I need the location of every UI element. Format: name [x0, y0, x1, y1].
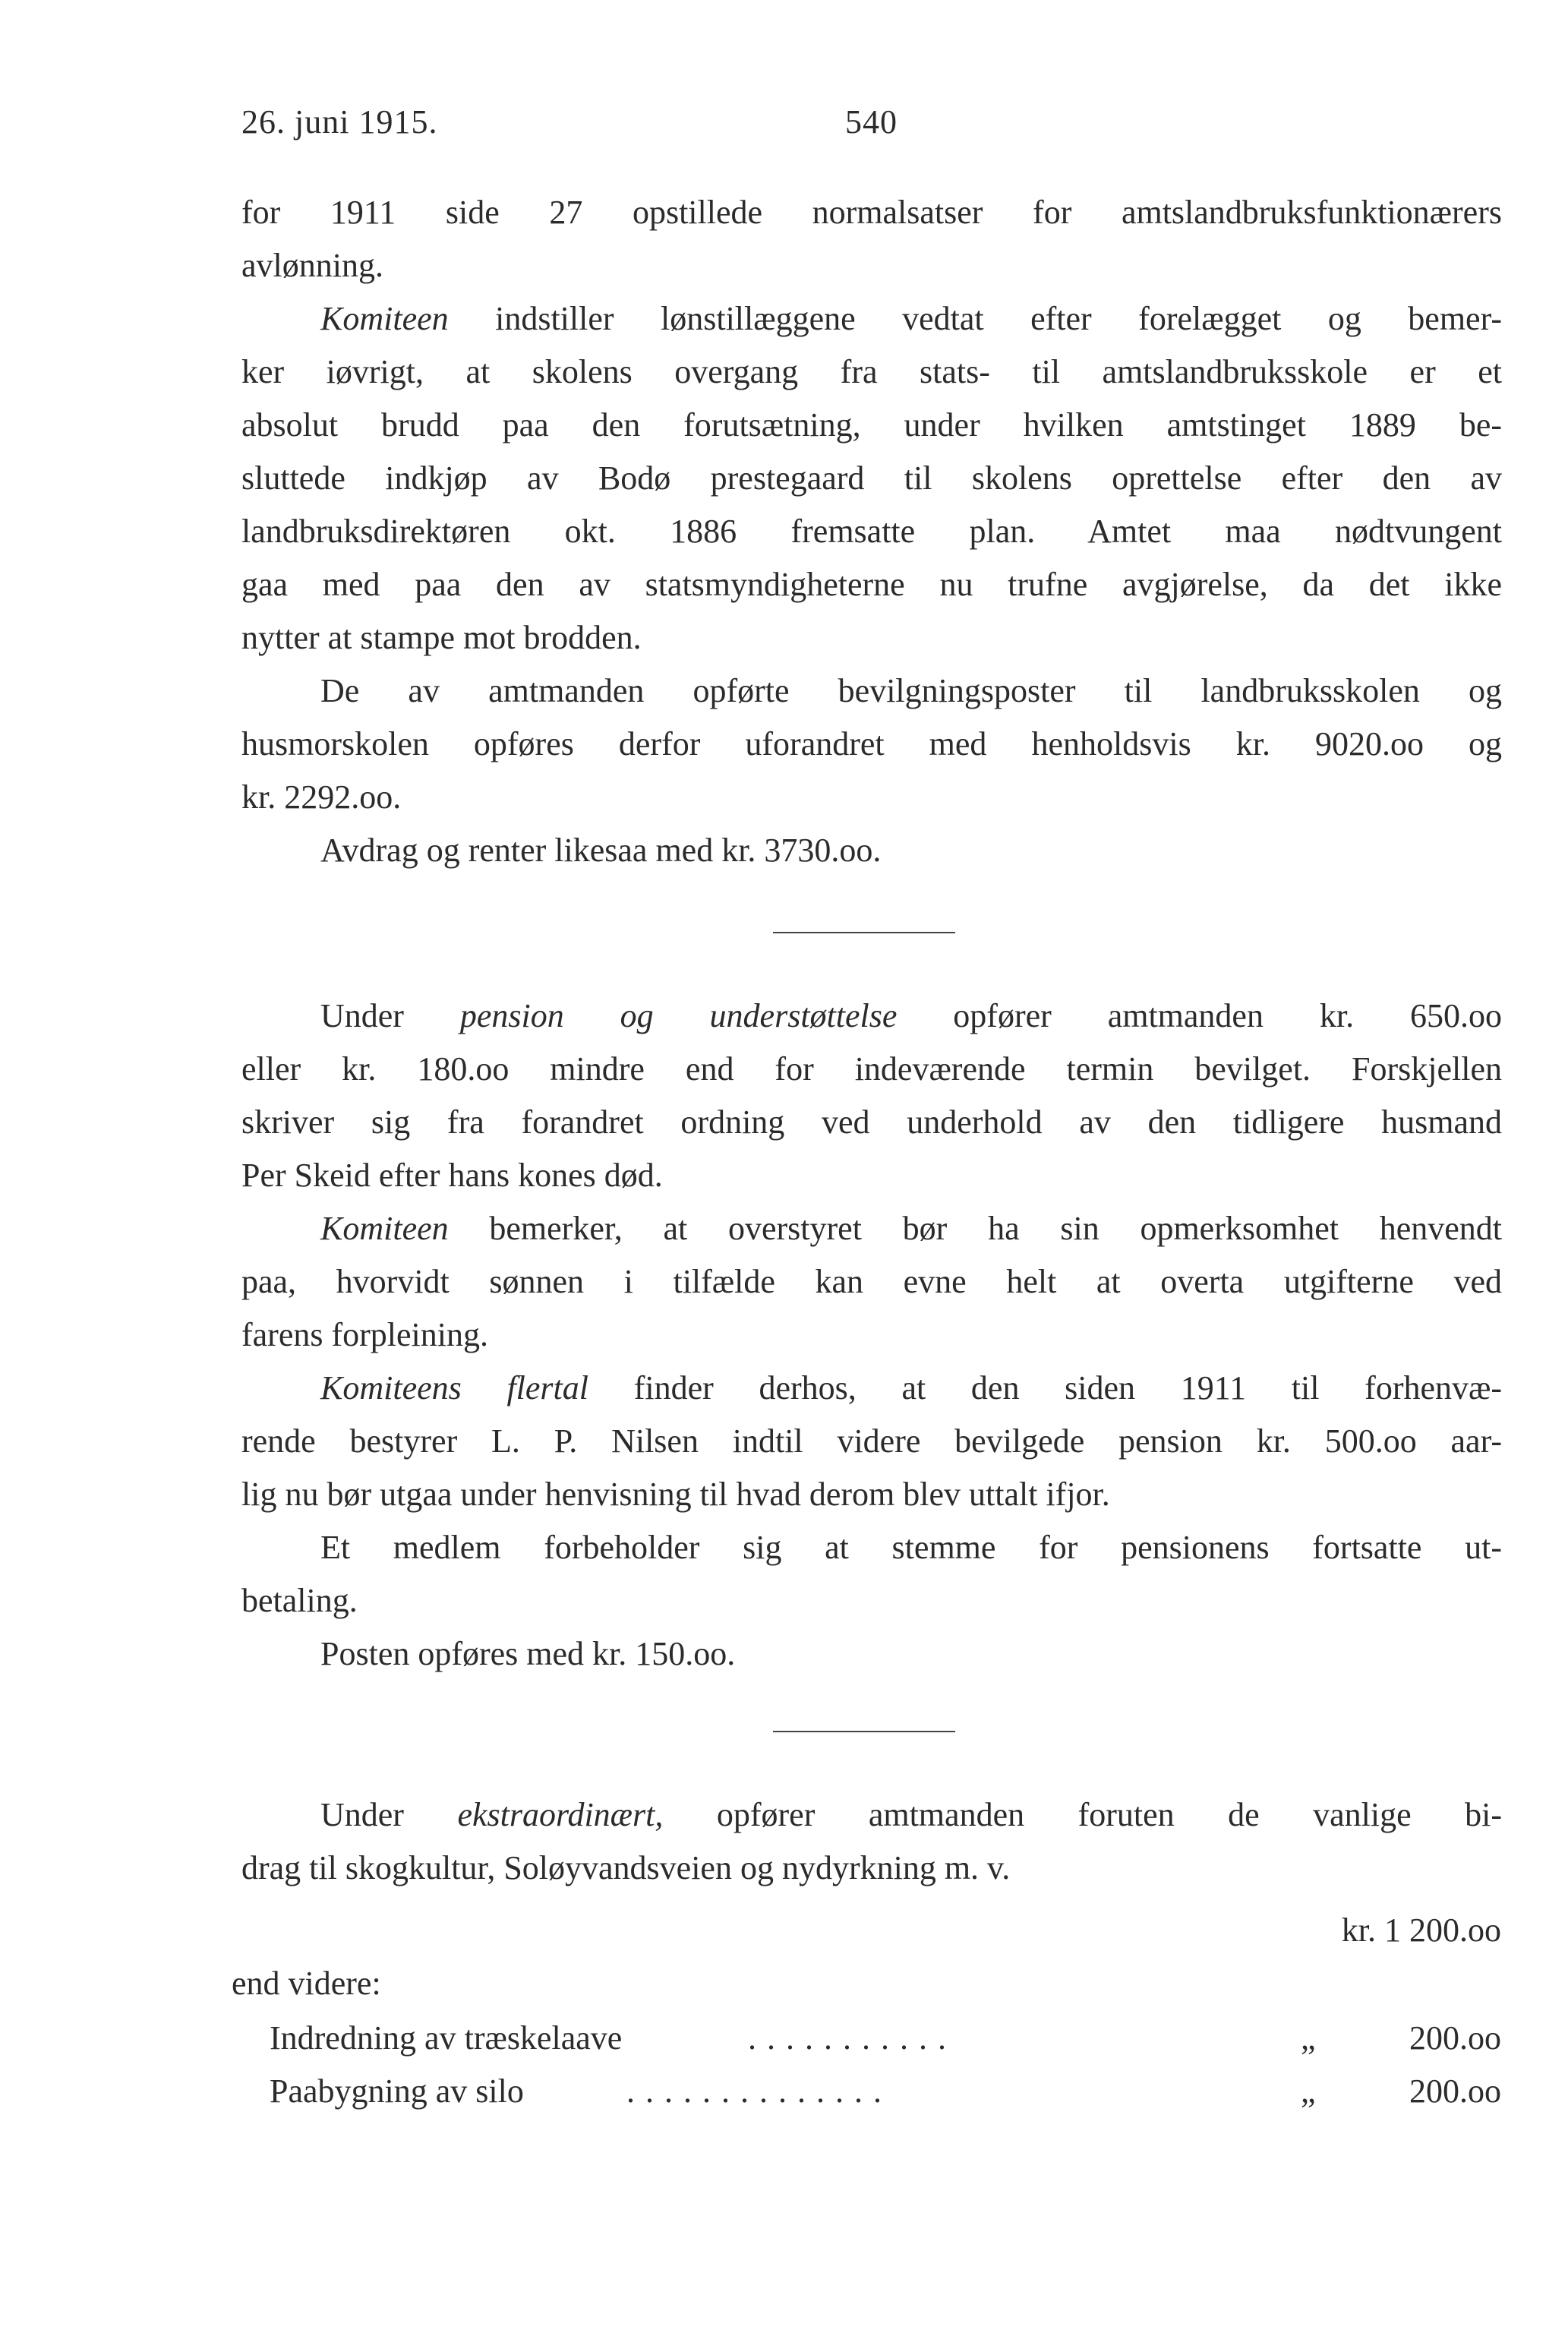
text-line: for 1911 side 27 opstillede normalsatser for amtslandbruksfunktionærers: [241, 194, 1502, 231]
paragraph-first-line: [241, 1788, 1502, 1842]
section-divider: [773, 1731, 955, 1732]
item-amount: 200.oo: [1409, 2019, 1501, 2057]
page-number: 540: [845, 103, 898, 140]
emphasis: pension og understøttelse: [459, 997, 898, 1034]
emphasis: ekstraordinært,: [457, 1796, 664, 1833]
sum-amount: kr. 1 200.oo: [1341, 1912, 1501, 1949]
text-line: lig nu bør utgaa under henvisning til hvad derom blev uttalt ifjor.: [241, 1476, 1110, 1513]
section-1: [241, 186, 1502, 877]
item-amount: 200.oo: [1409, 2073, 1501, 2110]
text-run: bemerker, at overstyret bør ha sin opmerksomhet henvendt: [448, 1210, 1502, 1247]
text-run: finder derhos, at den siden 1911 til forhenvæ-: [588, 1369, 1502, 1406]
text-line: eller kr. 180.oo mindre end for indeværende termin bevilget. Forskjellen: [241, 1050, 1502, 1088]
item-label: Paabygning av silo: [270, 2073, 524, 2110]
text-line: betaling.: [241, 1582, 358, 1619]
text-run: Under: [320, 997, 460, 1034]
text-run: opfører amtmanden foruten de vanlige bi-: [663, 1796, 1502, 1833]
text-line: Avdrag og renter likesaa med kr. 3730.oo.: [320, 832, 882, 869]
ditto-mark: „: [1301, 2073, 1316, 2110]
leader-dots: ..............: [626, 2073, 892, 2110]
text-line: ker iøvrigt, at skolens overgang fra stats- til amtslandbruksskole er et: [241, 353, 1502, 390]
item-label: Indredning av træskelaave: [270, 2019, 623, 2057]
end-videre-label: end videre:: [232, 1965, 381, 2002]
text-line: husmorskolen opføres derfor uforandret med henholdsvis kr. 9020.oo og: [241, 725, 1502, 762]
text-line: landbruksdirektøren okt. 1886 fremsatte plan. Amtet maa nødtvungent: [241, 513, 1502, 550]
text-line: gaa med paa den av statsmyndigheterne nu trufne avgjørelse, da det ikke: [241, 566, 1502, 603]
text-line: Et medlem forbeholder sig at stemme for pensionens fortsatte ut-: [320, 1529, 1502, 1566]
text-run: opfører amtmanden kr. 650.oo: [897, 997, 1502, 1034]
emphasis: Komiteens flertal: [320, 1369, 589, 1406]
text-line: avlønning.: [241, 247, 383, 284]
emphasis: Komiteen: [320, 1210, 449, 1247]
paragraph-first-line: [241, 990, 1502, 1043]
text-line: absolut brudd paa den forutsætning, under hvilken amtstinget 1889 be-: [241, 406, 1502, 444]
text-line: Per Skeid efter hans kones død.: [241, 1157, 663, 1194]
text-line: sluttede indkjøp av Bodø prestegaard til skolens oprettelse efter den av: [241, 459, 1502, 497]
text-line: farens forpleining.: [241, 1316, 488, 1353]
emphasis: Komiteen: [320, 300, 449, 337]
section-divider: [773, 932, 955, 933]
paragraph-first-line: [241, 1362, 1502, 1415]
leader-dots: ...........: [748, 2019, 957, 2057]
text-line: skriver sig fra forandret ordning ved underhold av den tidligere husmand: [241, 1103, 1502, 1141]
text-line: kr. 2292.oo.: [241, 778, 402, 816]
text-line: rende bestyrer L. P. Nilsen indtil videre bevilgede pension kr. 500.oo aar-: [241, 1422, 1502, 1460]
text-run: indstiller lønstillæggene vedtat efter forelægget og bemer-: [448, 300, 1502, 337]
text-line: drag til skogkultur, Soløyvandsveien og nydyrkning m. v.: [241, 1849, 1011, 1886]
text-line: paa, hvorvidt sønnen i tilfælde kan evne helt at overta utgifterne ved: [241, 1263, 1502, 1300]
paragraph-first-line: [241, 292, 1502, 346]
text-run: Under: [320, 1796, 458, 1833]
section-3: [241, 1788, 1502, 1895]
header-date: 26. juni 1915.: [241, 103, 438, 140]
section-2: [241, 990, 1502, 1681]
text-line: De av amtmanden opførte bevilgningsposter til landbruksskolen og: [320, 672, 1502, 709]
text-line: nytter at stampe mot brodden.: [241, 619, 642, 656]
text-line: Posten opføres med kr. 150.oo.: [320, 1635, 736, 1672]
ditto-mark: „: [1301, 2019, 1316, 2057]
paragraph-first-line: [241, 1202, 1502, 1255]
